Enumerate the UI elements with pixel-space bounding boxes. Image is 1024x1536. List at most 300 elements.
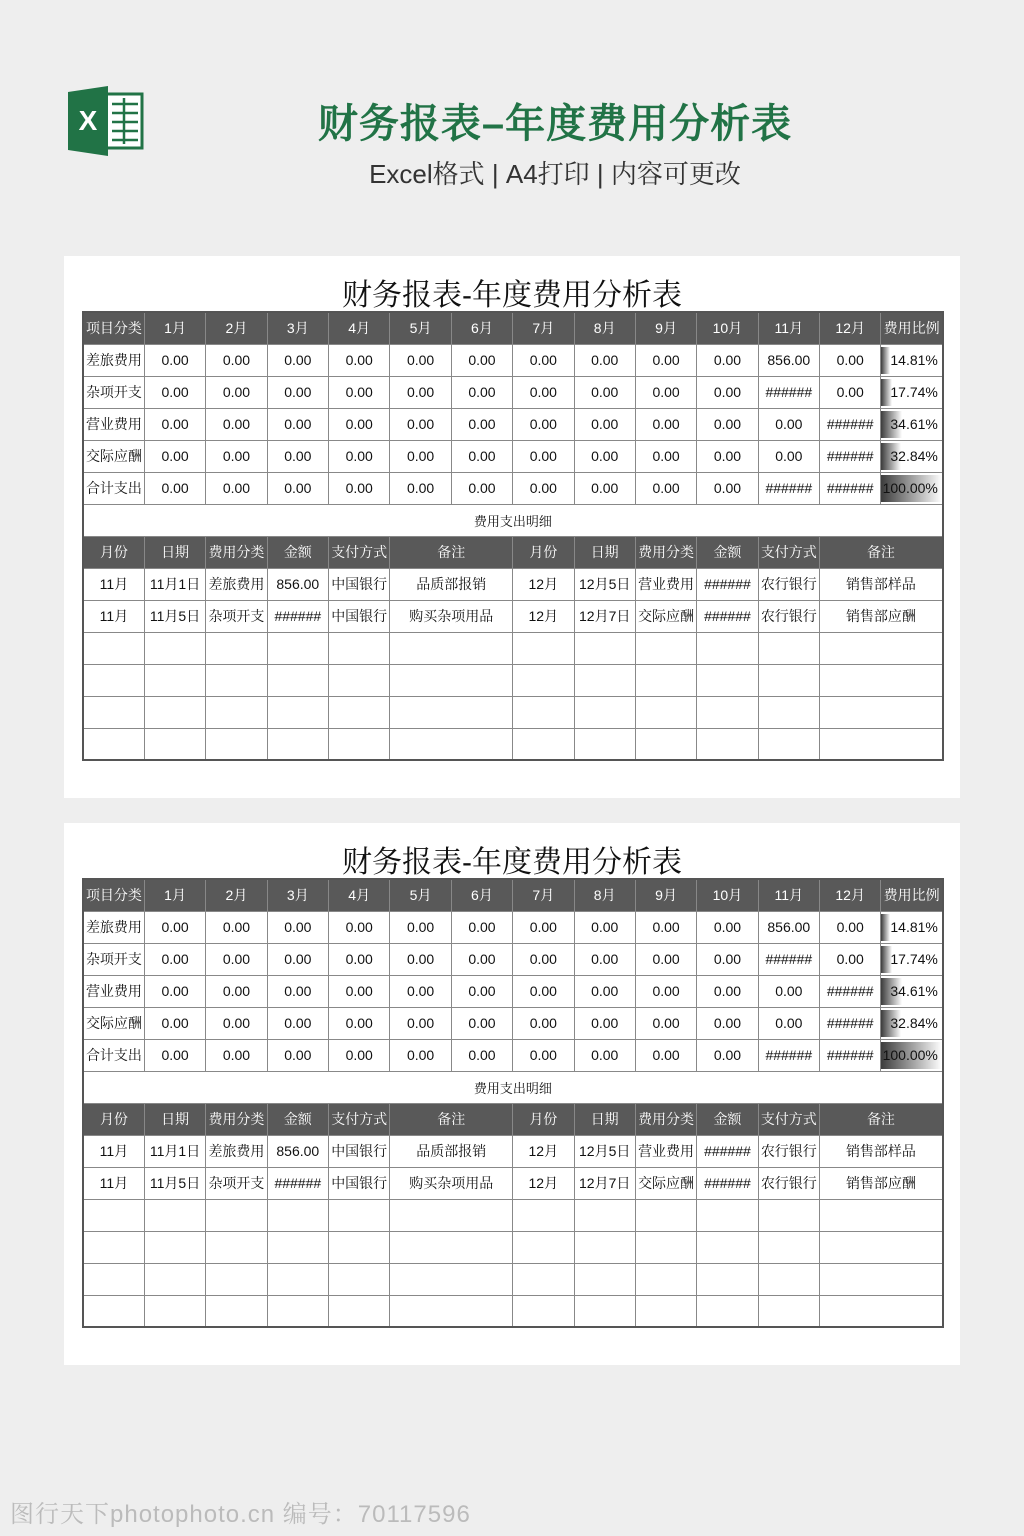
column-header: 9月 xyxy=(635,312,696,344)
month-value: 0.00 xyxy=(451,472,512,504)
detail-cell xyxy=(635,1199,696,1231)
ratio-bar xyxy=(881,914,890,941)
watermark: 图行天下photophoto.cn 编号：70117596 xyxy=(10,1501,471,1528)
column-header: 备注 xyxy=(820,1103,943,1135)
detail-cell xyxy=(820,632,943,664)
column-header: 金额 xyxy=(267,536,328,568)
month-value: 0.00 xyxy=(635,376,696,408)
detail-cell: 中国银行 xyxy=(329,568,390,600)
month-value: 0.00 xyxy=(390,344,451,376)
detail-cell xyxy=(83,1263,144,1295)
ratio-cell xyxy=(881,911,943,943)
sheet-title: 财务报表-年度费用分析表 xyxy=(342,846,682,879)
month-value: 0.00 xyxy=(513,344,574,376)
column-header: 费用分类 xyxy=(206,1103,267,1135)
detail-cell xyxy=(267,1199,328,1231)
month-value: 0.00 xyxy=(206,440,267,472)
month-value: 0.00 xyxy=(513,1039,574,1071)
detail-cell xyxy=(820,1199,943,1231)
table-row xyxy=(83,1199,943,1231)
detail-cell xyxy=(206,1199,267,1231)
category-label: 杂项开支 xyxy=(83,943,144,975)
table-row xyxy=(83,696,943,728)
column-header: 日期 xyxy=(574,536,635,568)
month-value: 0.00 xyxy=(206,408,267,440)
column-header: 金额 xyxy=(697,1103,758,1135)
detail-cell xyxy=(144,1295,205,1327)
month-value: 0.00 xyxy=(574,376,635,408)
ratio-value: 34.61% xyxy=(890,983,938,999)
ratio-value: 100.00% xyxy=(882,1047,938,1063)
month-value: 0.00 xyxy=(697,943,758,975)
month-value: 0.00 xyxy=(144,376,205,408)
detail-cell xyxy=(144,1199,205,1231)
detail-section-title: 费用支出明细 xyxy=(83,504,943,536)
column-header: 6月 xyxy=(451,312,512,344)
column-header: 2月 xyxy=(206,312,267,344)
month-value: 0.00 xyxy=(267,911,328,943)
detail-cell: 营业费用 xyxy=(635,568,696,600)
month-value: ###### xyxy=(820,1039,881,1071)
month-value: 0.00 xyxy=(635,1039,696,1071)
month-value: 0.00 xyxy=(329,943,390,975)
category-label: 合计支出 xyxy=(83,1039,144,1071)
month-value: 0.00 xyxy=(451,1007,512,1039)
detail-section-row xyxy=(83,504,943,536)
column-header: 月份 xyxy=(513,536,574,568)
detail-cell xyxy=(144,1263,205,1295)
detail-cell xyxy=(329,1263,390,1295)
month-value: ###### xyxy=(820,408,881,440)
column-header: 1月 xyxy=(144,879,205,911)
detail-cell xyxy=(820,696,943,728)
page-subtitle: Excel格式 | A4打印 | 内容可更改 xyxy=(369,159,741,189)
detail-cell: ###### xyxy=(697,600,758,632)
month-value: ###### xyxy=(820,440,881,472)
column-header: 5月 xyxy=(390,879,451,911)
detail-cell: ###### xyxy=(697,568,758,600)
detail-cell xyxy=(574,1199,635,1231)
expense-table xyxy=(82,311,944,761)
detail-cell xyxy=(83,728,144,760)
page-title: 财务报表–年度费用分析表 xyxy=(317,102,793,146)
detail-cell xyxy=(820,664,943,696)
table-row xyxy=(83,975,943,1007)
detail-cell: 购买杂项用品 xyxy=(390,600,513,632)
detail-cell: 11月 xyxy=(83,1135,144,1167)
table-row xyxy=(83,376,943,408)
column-header: 4月 xyxy=(329,879,390,911)
excel-logo-letter: X xyxy=(78,105,98,136)
detail-cell xyxy=(574,728,635,760)
detail-cell xyxy=(390,1263,513,1295)
ratio-cell xyxy=(881,943,943,975)
month-value: 0.00 xyxy=(635,472,696,504)
detail-cell xyxy=(267,664,328,696)
month-value: 0.00 xyxy=(513,472,574,504)
detail-cell xyxy=(267,632,328,664)
detail-cell xyxy=(267,1263,328,1295)
detail-cell xyxy=(574,1231,635,1263)
column-header: 7月 xyxy=(513,879,574,911)
detail-cell xyxy=(758,696,819,728)
detail-cell: 12月 xyxy=(513,568,574,600)
month-value: 0.00 xyxy=(697,1007,758,1039)
month-value: 0.00 xyxy=(451,1039,512,1071)
month-value: 0.00 xyxy=(574,911,635,943)
month-value: 0.00 xyxy=(329,472,390,504)
detail-cell xyxy=(697,728,758,760)
month-value: 0.00 xyxy=(513,911,574,943)
detail-cell xyxy=(390,1199,513,1231)
table-row xyxy=(83,1135,943,1167)
detail-cell xyxy=(635,632,696,664)
column-header: 费用比例 xyxy=(881,312,943,344)
detail-cell: 品质部报销 xyxy=(390,1135,513,1167)
column-header: 支付方式 xyxy=(329,1103,390,1135)
detail-cell: 销售部应酬 xyxy=(820,1167,943,1199)
detail-cell: ###### xyxy=(697,1167,758,1199)
column-header: 8月 xyxy=(574,879,635,911)
month-value: 0.00 xyxy=(820,911,881,943)
month-value: 0.00 xyxy=(329,911,390,943)
month-value: 0.00 xyxy=(513,376,574,408)
detail-cell xyxy=(758,728,819,760)
column-header: 4月 xyxy=(329,312,390,344)
detail-cell: 11月 xyxy=(83,568,144,600)
month-value: 0.00 xyxy=(267,376,328,408)
month-value: 856.00 xyxy=(758,344,819,376)
detail-header-row xyxy=(83,1103,943,1135)
column-header: 10月 xyxy=(697,312,758,344)
ratio-value: 14.81% xyxy=(890,352,938,368)
ratio-cell xyxy=(881,1039,943,1071)
detail-cell xyxy=(144,632,205,664)
ratio-bar xyxy=(881,347,890,374)
month-value: 0.00 xyxy=(144,943,205,975)
detail-cell xyxy=(329,696,390,728)
column-header: 9月 xyxy=(635,879,696,911)
month-value: 0.00 xyxy=(820,344,881,376)
month-value: 0.00 xyxy=(697,975,758,1007)
detail-cell xyxy=(83,1199,144,1231)
month-value: 0.00 xyxy=(206,344,267,376)
month-value: 0.00 xyxy=(758,975,819,1007)
detail-cell xyxy=(267,1295,328,1327)
ratio-cell xyxy=(881,376,943,408)
month-value: 0.00 xyxy=(574,943,635,975)
month-value: 0.00 xyxy=(635,911,696,943)
detail-cell xyxy=(144,696,205,728)
column-header: 备注 xyxy=(390,1103,513,1135)
month-value: 0.00 xyxy=(206,975,267,1007)
detail-cell xyxy=(574,632,635,664)
detail-cell xyxy=(513,1231,574,1263)
ratio-value: 17.74% xyxy=(890,951,938,967)
detail-cell: 农行银行 xyxy=(758,600,819,632)
column-header: 费用分类 xyxy=(206,536,267,568)
detail-cell xyxy=(144,728,205,760)
month-value: 0.00 xyxy=(574,408,635,440)
month-value: 0.00 xyxy=(206,911,267,943)
month-value: 0.00 xyxy=(758,440,819,472)
month-value: 0.00 xyxy=(820,376,881,408)
detail-cell xyxy=(697,1231,758,1263)
month-value: 0.00 xyxy=(267,440,328,472)
detail-cell: 农行银行 xyxy=(758,1135,819,1167)
month-value: 0.00 xyxy=(635,975,696,1007)
summary-header-row xyxy=(83,312,943,344)
column-header: 支付方式 xyxy=(758,536,819,568)
detail-cell xyxy=(820,1231,943,1263)
detail-cell xyxy=(390,696,513,728)
table-row xyxy=(83,943,943,975)
detail-cell xyxy=(329,1199,390,1231)
month-value: 0.00 xyxy=(697,472,758,504)
column-header: 费用比例 xyxy=(881,879,943,911)
column-header: 1月 xyxy=(144,312,205,344)
category-label: 营业费用 xyxy=(83,975,144,1007)
detail-cell xyxy=(329,632,390,664)
detail-cell xyxy=(513,632,574,664)
column-header: 6月 xyxy=(451,879,512,911)
month-value: 0.00 xyxy=(758,1007,819,1039)
detail-section-title: 费用支出明细 xyxy=(83,1071,943,1103)
expense-table xyxy=(82,878,944,1328)
detail-cell: 销售部样品 xyxy=(820,1135,943,1167)
detail-cell xyxy=(83,632,144,664)
detail-cell: ###### xyxy=(267,600,328,632)
ratio-value: 17.74% xyxy=(890,384,938,400)
column-header: 5月 xyxy=(390,312,451,344)
detail-cell xyxy=(83,1295,144,1327)
month-value: 0.00 xyxy=(513,1007,574,1039)
detail-header-row xyxy=(83,536,943,568)
column-header: 支付方式 xyxy=(758,1103,819,1135)
month-value: 0.00 xyxy=(329,344,390,376)
column-header: 金额 xyxy=(697,536,758,568)
month-value: 0.00 xyxy=(267,472,328,504)
month-value: 0.00 xyxy=(574,1039,635,1071)
month-value: 0.00 xyxy=(267,943,328,975)
month-value: 0.00 xyxy=(329,1007,390,1039)
detail-cell xyxy=(758,1263,819,1295)
detail-cell xyxy=(513,664,574,696)
column-header: 备注 xyxy=(820,536,943,568)
detail-cell xyxy=(329,1295,390,1327)
ratio-value: 100.00% xyxy=(882,480,938,496)
month-value: 0.00 xyxy=(513,440,574,472)
month-value: 0.00 xyxy=(635,943,696,975)
detail-cell xyxy=(513,1199,574,1231)
detail-cell: 12月 xyxy=(513,1167,574,1199)
month-value: 0.00 xyxy=(390,472,451,504)
month-value: 0.00 xyxy=(820,943,881,975)
detail-cell xyxy=(390,632,513,664)
month-value: 0.00 xyxy=(206,376,267,408)
month-value: 0.00 xyxy=(144,975,205,1007)
table-row xyxy=(83,664,943,696)
month-value: 0.00 xyxy=(574,975,635,1007)
month-value: 0.00 xyxy=(144,472,205,504)
month-value: ###### xyxy=(820,975,881,1007)
month-value: 0.00 xyxy=(329,376,390,408)
sheet-title: 财务报表-年度费用分析表 xyxy=(342,279,682,312)
month-value: 0.00 xyxy=(697,440,758,472)
detail-cell xyxy=(820,728,943,760)
month-value: 0.00 xyxy=(144,408,205,440)
month-value: 0.00 xyxy=(513,943,574,975)
detail-cell xyxy=(144,1231,205,1263)
ratio-cell xyxy=(881,1007,943,1039)
category-label: 交际应酬 xyxy=(83,1007,144,1039)
month-value: 0.00 xyxy=(574,440,635,472)
table-row xyxy=(83,1007,943,1039)
month-value: 0.00 xyxy=(574,472,635,504)
detail-cell: 11月1日 xyxy=(144,568,205,600)
detail-cell xyxy=(697,632,758,664)
detail-cell: 856.00 xyxy=(267,568,328,600)
category-label: 差旅费用 xyxy=(83,911,144,943)
summary-header-row xyxy=(83,879,943,911)
month-value: 0.00 xyxy=(451,376,512,408)
detail-cell: 12月5日 xyxy=(574,568,635,600)
detail-cell: 11月5日 xyxy=(144,600,205,632)
detail-cell: 差旅费用 xyxy=(206,1135,267,1167)
month-value: 0.00 xyxy=(144,344,205,376)
column-header: 8月 xyxy=(574,312,635,344)
detail-section-row xyxy=(83,1071,943,1103)
detail-cell xyxy=(697,696,758,728)
month-value: 0.00 xyxy=(697,408,758,440)
month-value: 0.00 xyxy=(144,440,205,472)
table-row xyxy=(83,728,943,760)
detail-cell xyxy=(635,728,696,760)
detail-cell xyxy=(574,664,635,696)
month-value: 0.00 xyxy=(144,1039,205,1071)
detail-cell: 农行银行 xyxy=(758,1167,819,1199)
detail-cell: 购买杂项用品 xyxy=(390,1167,513,1199)
column-header: 费用分类 xyxy=(635,1103,696,1135)
month-value: 0.00 xyxy=(206,943,267,975)
month-value: 0.00 xyxy=(390,911,451,943)
detail-cell: 中国银行 xyxy=(329,1167,390,1199)
category-label: 交际应酬 xyxy=(83,440,144,472)
table-row xyxy=(83,1231,943,1263)
detail-cell: 11月 xyxy=(83,1167,144,1199)
detail-cell: 差旅费用 xyxy=(206,568,267,600)
detail-cell xyxy=(206,1295,267,1327)
column-header: 月份 xyxy=(83,536,144,568)
detail-cell xyxy=(144,664,205,696)
month-value: 0.00 xyxy=(390,408,451,440)
column-header: 月份 xyxy=(513,1103,574,1135)
detail-cell xyxy=(390,1295,513,1327)
table-row xyxy=(83,408,943,440)
detail-cell xyxy=(697,664,758,696)
detail-cell: 杂项开支 xyxy=(206,1167,267,1199)
month-value: 0.00 xyxy=(329,975,390,1007)
month-value: 0.00 xyxy=(390,943,451,975)
month-value: 0.00 xyxy=(206,1007,267,1039)
detail-cell: 11月5日 xyxy=(144,1167,205,1199)
detail-cell xyxy=(697,1295,758,1327)
detail-cell xyxy=(329,1231,390,1263)
month-value: 0.00 xyxy=(267,344,328,376)
detail-cell xyxy=(206,632,267,664)
category-label: 营业费用 xyxy=(83,408,144,440)
month-value: 0.00 xyxy=(390,376,451,408)
month-value: 0.00 xyxy=(451,440,512,472)
table-row xyxy=(83,568,943,600)
column-header: 12月 xyxy=(820,879,881,911)
month-value: 0.00 xyxy=(390,1007,451,1039)
detail-cell xyxy=(758,632,819,664)
ratio-cell xyxy=(881,408,943,440)
month-value: 0.00 xyxy=(267,975,328,1007)
detail-cell xyxy=(206,1231,267,1263)
detail-cell: 中国银行 xyxy=(329,600,390,632)
detail-cell: 12月7日 xyxy=(574,600,635,632)
column-header: 3月 xyxy=(267,312,328,344)
month-value: 0.00 xyxy=(390,975,451,1007)
detail-cell: 营业费用 xyxy=(635,1135,696,1167)
table-row xyxy=(83,1167,943,1199)
month-value: 0.00 xyxy=(144,911,205,943)
ratio-value: 32.84% xyxy=(890,1015,938,1031)
ratio-value: 34.61% xyxy=(890,416,938,432)
detail-cell xyxy=(206,696,267,728)
detail-cell xyxy=(513,1295,574,1327)
detail-cell: 销售部应酬 xyxy=(820,600,943,632)
detail-cell xyxy=(697,1199,758,1231)
sheet-preview-1 xyxy=(64,256,960,798)
column-header: 日期 xyxy=(144,1103,205,1135)
column-header: 10月 xyxy=(697,879,758,911)
month-value: 0.00 xyxy=(697,911,758,943)
detail-cell xyxy=(574,1263,635,1295)
detail-cell xyxy=(635,1295,696,1327)
month-value: 0.00 xyxy=(513,975,574,1007)
detail-cell: 品质部报销 xyxy=(390,568,513,600)
detail-cell xyxy=(513,696,574,728)
column-header: 项目分类 xyxy=(83,879,144,911)
detail-cell xyxy=(635,696,696,728)
table-row xyxy=(83,440,943,472)
detail-cell xyxy=(267,728,328,760)
column-header: 备注 xyxy=(390,536,513,568)
detail-cell xyxy=(83,664,144,696)
detail-cell xyxy=(513,1263,574,1295)
detail-cell xyxy=(267,1231,328,1263)
detail-cell: 12月5日 xyxy=(574,1135,635,1167)
column-header: 日期 xyxy=(144,536,205,568)
detail-cell xyxy=(758,664,819,696)
month-value: 0.00 xyxy=(635,1007,696,1039)
detail-cell xyxy=(206,1263,267,1295)
detail-cell xyxy=(635,1263,696,1295)
month-value: 0.00 xyxy=(758,408,819,440)
detail-cell xyxy=(206,664,267,696)
month-value: ###### xyxy=(758,943,819,975)
detail-cell xyxy=(820,1295,943,1327)
column-header: 7月 xyxy=(513,312,574,344)
month-value: 0.00 xyxy=(697,344,758,376)
month-value: 0.00 xyxy=(390,440,451,472)
month-value: ###### xyxy=(758,376,819,408)
column-header: 2月 xyxy=(206,879,267,911)
month-value: 0.00 xyxy=(635,408,696,440)
